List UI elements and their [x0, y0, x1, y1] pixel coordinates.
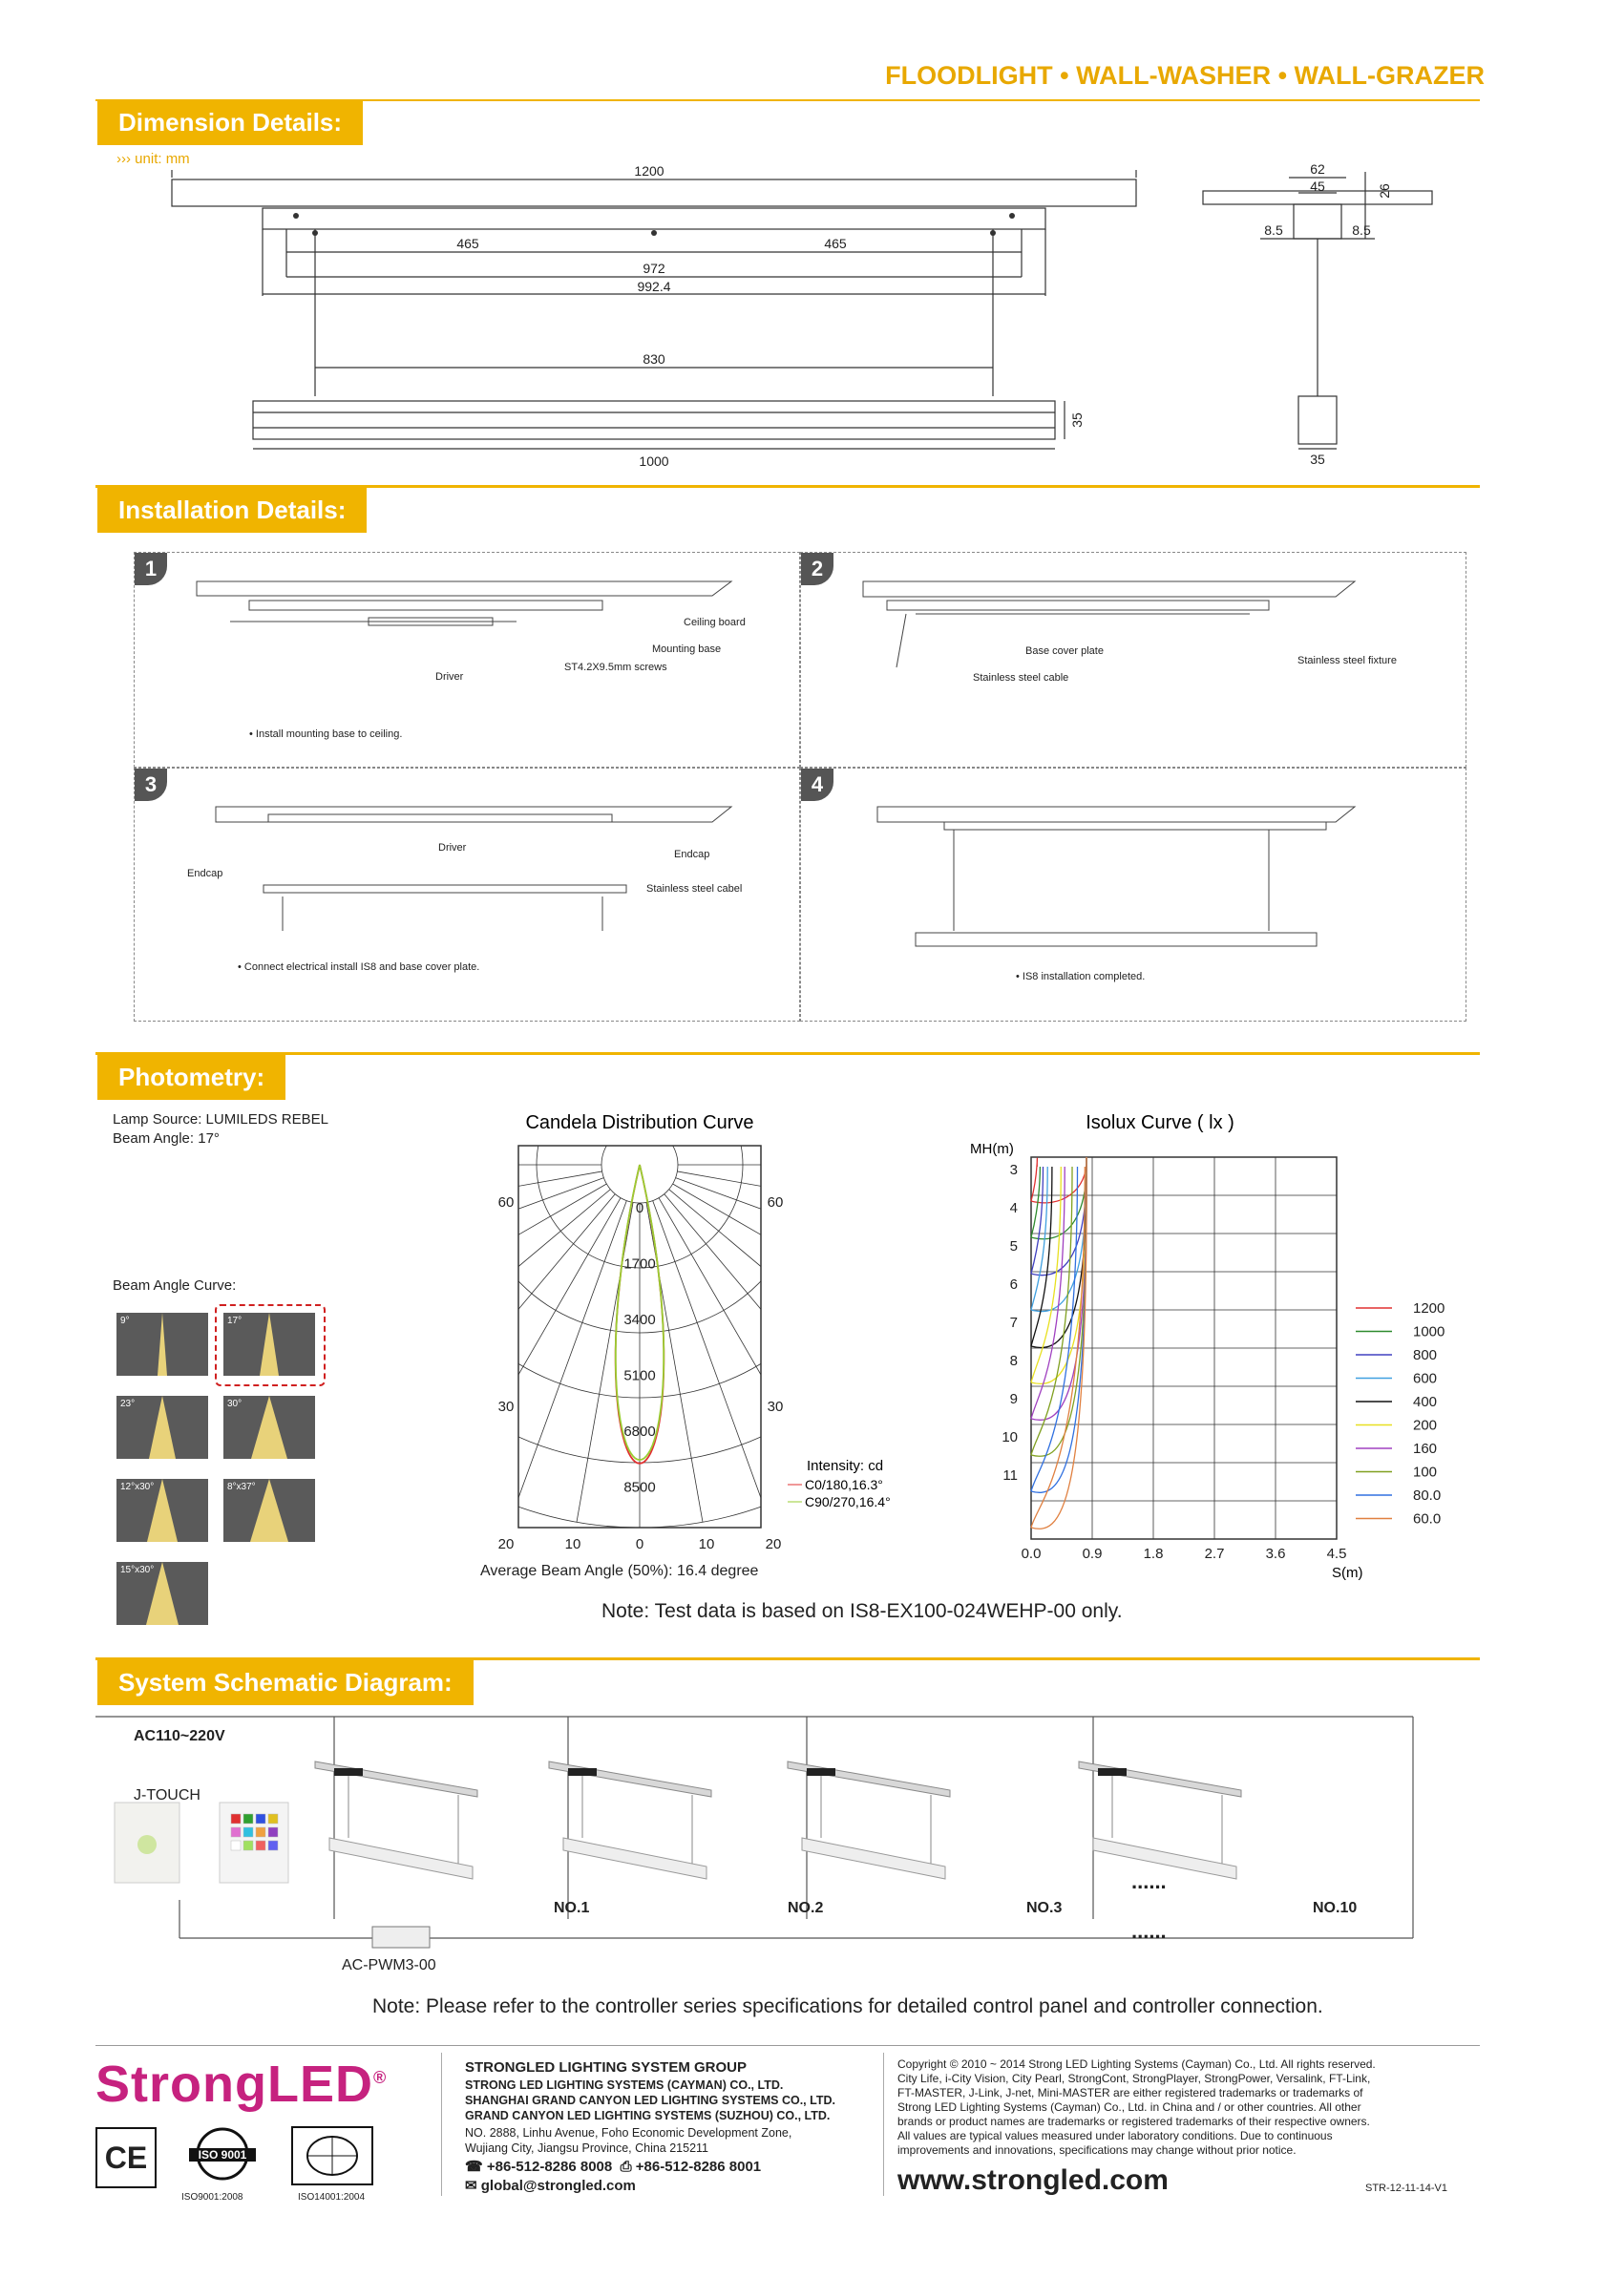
- footer-divider-2: [883, 2053, 884, 2196]
- label-steel-cabel: Stainless steel cabel: [646, 883, 743, 895]
- fixture-no-3: NO.3: [1026, 1900, 1063, 1916]
- candela-grid-ray: [477, 1184, 606, 1346]
- isolux-legend-label: 160: [1413, 1441, 1438, 1457]
- step-3-drawing: [192, 797, 784, 940]
- iso9001-label: ISO9001:2008: [181, 2192, 243, 2203]
- isolux-ytick: 8: [1009, 1353, 1018, 1369]
- beam-thumb-12x30[interactable]: [115, 1477, 210, 1544]
- isolux-ytick: 9: [1009, 1391, 1018, 1407]
- isolux-legend-label: 1000: [1413, 1323, 1445, 1340]
- brand-name: StrongLED: [95, 2056, 373, 2113]
- iso9001-badge-text: ISO 9001: [198, 2148, 247, 2162]
- ac-voltage: AC110~220V: [134, 1728, 225, 1744]
- step-4-drawing: [868, 797, 1441, 950]
- candela-radial-label: 5100: [623, 1367, 656, 1384]
- dim-26: 26: [1377, 183, 1392, 199]
- candela-grid-ray: [477, 1171, 602, 1228]
- suspended-fixture-4: [1079, 1761, 1241, 1879]
- candela-radial-label: 8500: [623, 1479, 656, 1496]
- copyright-line-4: Strong LED Lighting Systems (Cayman) Co., Ltd. in China and / or other countries. All other: [897, 2100, 1361, 2114]
- install-step-2: [800, 552, 1466, 768]
- isolux-chart: [964, 1107, 1480, 1585]
- candela-angle-30-left: 30: [497, 1399, 515, 1415]
- candela-grid-ray: [646, 1202, 703, 1522]
- j-touch-label: J-TOUCH: [134, 1787, 200, 1803]
- beam-thumb-15x30[interactable]: [115, 1560, 210, 1627]
- j-touch-key: [243, 1827, 253, 1837]
- isolux-curve-1000: [1031, 1157, 1086, 1239]
- j-touch-key: [243, 1841, 253, 1850]
- candela-xtick: 10: [564, 1536, 581, 1552]
- isolux-ytick: 5: [1009, 1238, 1018, 1255]
- fixture-front: [253, 401, 1055, 439]
- isolux-legend-label: 200: [1413, 1417, 1438, 1434]
- j-touch-key: [256, 1841, 265, 1850]
- beam-thumb-9[interactable]: [115, 1311, 210, 1378]
- beam-label: 23°: [120, 1399, 136, 1409]
- candela-grid-ray: [659, 1198, 821, 1479]
- j-touch-key: [256, 1814, 265, 1824]
- beam-angle: Beam Angle: 17°: [113, 1130, 220, 1147]
- isolux-legend-label: 1200: [1413, 1300, 1445, 1317]
- isolux-legend-label: 800: [1413, 1347, 1438, 1363]
- company-line-2: SHANGHAI GRAND CANYON LED LIGHTING SYSTEMS CO., LTD.: [465, 2094, 835, 2107]
- label-driver: Driver: [435, 671, 464, 683]
- candela-legend-c0: C0/180,16.3°: [805, 1477, 883, 1492]
- candela-legend-title: Intensity: cd: [807, 1458, 884, 1474]
- fax-number: +86-512-8286 8001: [635, 2159, 762, 2175]
- isolux-xtick: 2.7: [1204, 1546, 1225, 1562]
- candela-chart: [477, 1107, 936, 1566]
- isolux-xtick: 1.8: [1143, 1546, 1164, 1562]
- label-endcap-right: Endcap: [674, 849, 710, 860]
- step-number: 4: [801, 769, 833, 801]
- email-icon: ✉: [465, 2178, 477, 2194]
- dimension-drawing: [153, 162, 1489, 477]
- candela-angle-30-right: 30: [767, 1399, 784, 1415]
- beam-label: 9°: [120, 1316, 130, 1326]
- install-step-3: [134, 768, 800, 1022]
- isolux-legend-label: 100: [1413, 1464, 1438, 1481]
- isolux-legend-label: 600: [1413, 1370, 1438, 1387]
- section-dimension-title: Dimension Details:: [97, 99, 363, 145]
- isolux-legend-label: 80.0: [1413, 1487, 1442, 1504]
- isolux-xlabel: S(m): [1332, 1565, 1363, 1581]
- dim-465-left: 465: [456, 236, 479, 251]
- company-line-1: STRONG LED LIGHTING SYSTEMS (CAYMAN) CO., LTD.: [465, 2078, 784, 2092]
- suspended-fixture-3: [788, 1761, 950, 1879]
- dots-top: ......: [1131, 1869, 1167, 1893]
- candela-grid-ray: [669, 1190, 917, 1399]
- section-installation-title: Installation Details:: [97, 487, 367, 533]
- j-touch-key: [231, 1827, 241, 1837]
- iso9001-badge-icon: [179, 2125, 265, 2188]
- beam-selected-marker: [215, 1304, 326, 1386]
- dim-45: 45: [1310, 179, 1325, 194]
- candela-legend-c90: C90/270,16.4°: [805, 1494, 891, 1509]
- dim-8-5-right: 8.5: [1352, 222, 1371, 238]
- globe-icon: [286, 2125, 378, 2188]
- phone-number: +86-512-8286 8008: [486, 2159, 613, 2175]
- company-address-1: NO. 2888, Linhu Avenue, Foho Economic Development Zone,: [465, 2126, 792, 2140]
- iso14001-badge: [286, 2125, 378, 2188]
- beam-curve-title: Beam Angle Curve:: [113, 1277, 237, 1294]
- footer-rule: [95, 2045, 1480, 2046]
- candela-xtick: 20: [497, 1536, 515, 1552]
- j-touch-key: [268, 1827, 278, 1837]
- isolux-ytick: 11: [1002, 1467, 1018, 1484]
- label-screws: ST4.2X9.5mm screws: [564, 662, 667, 673]
- label-steel-cable: Stainless steel cable: [973, 672, 1069, 684]
- candela-radial-label: 3400: [623, 1311, 656, 1328]
- step-1-drawing: [192, 572, 784, 706]
- candela-xtick: 20: [765, 1536, 782, 1552]
- suspended-fixture-2: [549, 1761, 711, 1879]
- step-4-note: • IS8 installation completed.: [1016, 971, 1146, 982]
- beam-label: 15°x30°: [120, 1565, 155, 1575]
- candela-angle-60-left: 60: [497, 1194, 515, 1211]
- j-touch-key: [243, 1814, 253, 1824]
- j-touch-key: [231, 1814, 241, 1824]
- j-touch-key: [268, 1814, 278, 1824]
- isolux-title: Isolux Curve ( lx ): [1086, 1112, 1234, 1133]
- step-1-note: • Install mounting base to ceiling.: [249, 728, 403, 740]
- chevron-right-icon: ›››: [116, 151, 131, 167]
- dim-992: 992.4: [637, 279, 671, 294]
- candela-xtick: 0: [635, 1536, 644, 1552]
- label-driver-3: Driver: [438, 842, 467, 854]
- mounting-base-side: [1294, 204, 1341, 239]
- dim-8-5-left: 8.5: [1264, 222, 1283, 238]
- candela-grid-ray: [477, 1190, 610, 1399]
- dim-35-height: 35: [1069, 412, 1085, 428]
- copyright-line-5: brands or product names are trademarks or registered trademarks of their respective owners.: [897, 2115, 1370, 2128]
- candela-angle-60-right: 60: [767, 1194, 784, 1211]
- isolux-xtick: 3.6: [1265, 1546, 1286, 1562]
- copyright-line-6: All values are typical values measured under laboratory conditions. Due to continuous: [897, 2129, 1333, 2142]
- label-endcap-left: Endcap: [187, 868, 223, 879]
- beam-label: 12°x30°: [120, 1482, 155, 1492]
- photometry-note: Note: Test data is based on IS8-EX100-024WEHP-00 only.: [601, 1600, 1123, 1622]
- fax-icon: ⎙: [620, 2159, 632, 2175]
- doc-code: STR-12-11-14-V1: [1365, 2183, 1447, 2194]
- isolux-ytick: 10: [1002, 1429, 1018, 1445]
- isolux-ytick: 7: [1009, 1315, 1018, 1331]
- install-step-4: [800, 768, 1466, 1022]
- dim-1200: 1200: [634, 163, 664, 179]
- mounting-base-front: [263, 208, 1045, 229]
- copyright-line-1: Copyright © 2010 ~ 2014 Strong LED Lighting Systems (Cayman) Co., Ltd. All rights reserved.: [897, 2057, 1376, 2071]
- beam-label: 17°: [227, 1316, 243, 1326]
- fixture-no-2: NO.2: [788, 1900, 824, 1916]
- beam-label: 8°x37°: [227, 1482, 256, 1492]
- isolux-ytick: 3: [1009, 1162, 1018, 1178]
- candela-radial-label: 6800: [623, 1423, 656, 1440]
- avg-beam-angle: Average Beam Angle (50%): 16.4 degree: [480, 1563, 759, 1579]
- isolux-ytick: 4: [1009, 1200, 1018, 1216]
- fixture-side: [1298, 396, 1337, 444]
- page-header-title: FLOODLIGHT • WALL-WASHER • WALL-GRAZER: [885, 61, 1485, 90]
- company-line-3: GRAND CANYON LED LIGHTING SYSTEMS (SUZHOU) CO., LTD.: [465, 2109, 831, 2122]
- section-photometry-title: Photometry:: [97, 1054, 285, 1100]
- candela-grid-ring: [477, 1107, 936, 1463]
- candela-title: Candela Distribution Curve: [525, 1112, 754, 1133]
- dim-465-right: 465: [824, 236, 847, 251]
- lamp-source: Lamp Source: LUMILEDS REBEL: [113, 1111, 328, 1128]
- j-touch-key: [256, 1827, 265, 1837]
- isolux-curve-160: [1031, 1157, 1086, 1420]
- step-number: 3: [135, 769, 167, 801]
- section-schematic-title: System Schematic Diagram:: [97, 1659, 474, 1705]
- label-mounting-base: Mounting base: [652, 643, 722, 655]
- label-ceiling-board: Ceiling board: [684, 617, 746, 628]
- brand-logo: [95, 2055, 387, 2114]
- beam-thumb-8x37[interactable]: [221, 1477, 317, 1544]
- brand-reg: ®: [372, 2068, 388, 2087]
- candela-grid-ray: [676, 1178, 936, 1289]
- contact-phone-fax: [465, 2160, 761, 2174]
- dots-bottom: ......: [1131, 1919, 1167, 1943]
- ac-pwm-label: AC-PWM3-00: [342, 1957, 436, 1973]
- dim-830: 830: [643, 351, 665, 367]
- contact-email[interactable]: [465, 2179, 636, 2193]
- step-number: 2: [801, 553, 833, 585]
- schematic-diagram: [95, 1709, 1451, 1995]
- step-3-note: • Connect electrical install IS8 and base cover plate.: [238, 961, 480, 973]
- copyright-line-3: FT-MASTER, J-Link, J-net, Mini-MASTER are either registered trademarks or trademarks of: [897, 2086, 1363, 2099]
- j-touch-key: [268, 1841, 278, 1850]
- copyright-line-7: improvements and innovations, specifications may change without prior notice.: [897, 2143, 1297, 2157]
- beam-thumb-30[interactable]: [221, 1394, 317, 1461]
- candela-xtick: 10: [698, 1536, 715, 1552]
- phone-icon: ☎: [465, 2159, 483, 2175]
- copyright-line-2: City Life, i-City Vision, City Pearl, StrongCont, StrongPlayer, StrongPower, Versalink, FT-Link,: [897, 2072, 1371, 2085]
- candela-grid-ray: [673, 1184, 936, 1346]
- dim-62: 62: [1310, 162, 1325, 177]
- isolux-ylabel: MH(m): [970, 1141, 1014, 1157]
- footer-divider-1: [441, 2053, 442, 2196]
- email-address: global@strongled.com: [480, 2178, 636, 2194]
- step-number: 1: [135, 553, 167, 585]
- iso9001-badge: [179, 2125, 265, 2188]
- isolux-xtick: 0.9: [1082, 1546, 1103, 1562]
- beam-thumb-23[interactable]: [115, 1394, 210, 1461]
- unit-text: unit: mm: [135, 151, 190, 167]
- fixture-no-10: NO.10: [1313, 1900, 1358, 1916]
- candela-grid-ray: [477, 1198, 621, 1479]
- isolux-xtick: 0.0: [1021, 1546, 1042, 1562]
- candela-grid-ray: [577, 1202, 633, 1522]
- candela-grid-ray: [677, 1171, 936, 1228]
- beam-label: 30°: [227, 1399, 243, 1409]
- label-base-cover: Base cover plate: [1025, 645, 1104, 657]
- company-address-2: Wujiang City, Jiangsu Province, China 215211: [465, 2141, 709, 2155]
- dim-35-side: 35: [1310, 452, 1325, 467]
- isolux-legend-label: 400: [1413, 1394, 1438, 1410]
- ceiling-board-front: [172, 179, 1136, 206]
- iso14001-label: ISO14001:2004: [298, 2192, 366, 2203]
- ac-pwm-controller: [372, 1927, 430, 1948]
- isolux-legend-label: 60.0: [1413, 1510, 1442, 1528]
- candela-radial-label: 0: [635, 1200, 644, 1216]
- isolux-ytick: 6: [1009, 1276, 1018, 1293]
- photometry-rule: [95, 1052, 1480, 1055]
- fixture-no-1: NO.1: [554, 1900, 590, 1916]
- dim-1000: 1000: [639, 453, 669, 469]
- install-step-1: [134, 552, 800, 768]
- company-group: STRONGLED LIGHTING SYSTEM GROUP: [465, 2059, 748, 2076]
- dim-972: 972: [643, 261, 665, 276]
- candela-radial-label: 1700: [623, 1255, 656, 1273]
- schematic-note: Note: Please refer to the controller series specifications for detailed control panel and controller connection.: [372, 1995, 1323, 2017]
- j-touch-wheel: [137, 1835, 157, 1854]
- website-link[interactable]: www.strongled.com: [897, 2164, 1169, 2196]
- isolux-curve-80.0: [1031, 1157, 1086, 1492]
- ce-mark: CE: [95, 2127, 157, 2188]
- isolux-xtick: 4.5: [1326, 1546, 1347, 1562]
- step-2-drawing: [849, 572, 1441, 686]
- suspended-fixture-1: [315, 1761, 477, 1879]
- j-touch-key: [231, 1841, 241, 1850]
- label-steel-fixture: Stainless steel fixture: [1297, 655, 1397, 666]
